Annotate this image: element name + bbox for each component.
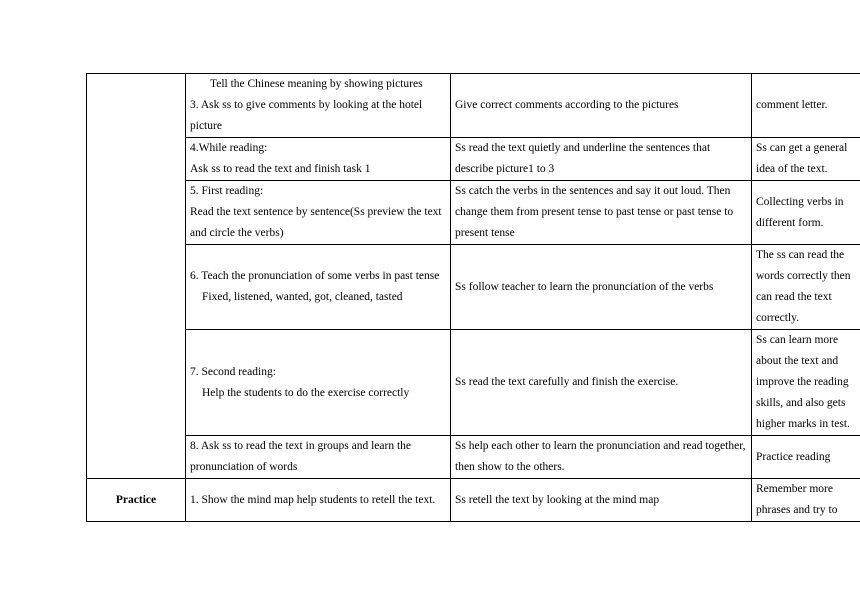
lesson-plan-table [86,73,860,479]
purpose-cell: Remember more phrases and try to [752,479,860,522]
teacher-activity-line: 6. Teach the pronunciation of some verbs in past tense [190,270,440,282]
table-row [87,436,860,479]
student-activity-cell: Ss follow teacher to learn the pronunciation of the verbs [451,245,752,330]
table-row [87,330,860,436]
stage-cell-practice: Practice [87,479,186,522]
teacher-activity-line: Ask ss to read the text and finish task 1 [190,163,371,175]
teacher-activity-cell [186,74,451,138]
student-activity-cell: Ss read the text quietly and underline the sentences that describe picture1 to 3 [451,138,752,181]
teacher-activity-line: 4.While reading: [190,142,268,154]
purpose-cell: Ss can get a general idea of the text. [752,138,860,181]
teacher-activity-line: 1. Show the mind map help students to retell the text. [190,493,436,506]
teacher-activity-line: 5. First reading: [190,185,264,197]
teacher-activity-cell [186,479,451,522]
purpose-cell: Ss can learn more about the text and improve the reading skills, and also gets higher marks in test. [752,330,860,436]
teacher-activity-cell [186,181,451,245]
teacher-activity-line: Fixed, listened, wanted, got, cleaned, tasted [202,291,403,303]
teacher-activity-line: Help the students to do the exercise correctly [202,386,410,399]
table-row [87,479,860,522]
teacher-activity-line: 7. Second reading: [190,365,276,378]
student-activity-cell: Ss help each other to learn the pronunciation and read together, then show to the others. [451,436,752,479]
purpose-cell: Practice reading [752,436,860,479]
teacher-activity-line: Read the text sentence by sentence(Ss preview the text and circle the verbs) [190,206,442,239]
purpose-cell: The ss can read the words correctly then can read the text correctly. [752,245,860,330]
teacher-activity-line: 3. Ask ss to give comments by looking at the hotel picture [190,99,423,132]
teacher-activity-line: Tell the Chinese meaning by showing pictures [210,78,423,90]
teacher-activity-cell [186,245,451,330]
lesson-plan-table-practice [86,478,860,522]
purpose-cell: Collecting verbs in different form. [752,181,860,245]
student-activity-cell: Ss retell the text by looking at the mind map [451,479,752,522]
table-row [87,138,860,181]
teacher-activity-cell [186,436,451,479]
table-row [87,74,860,138]
teacher-activity-cell [186,330,451,436]
teacher-activity-cell [186,138,451,181]
table-row [87,181,860,245]
purpose-cell: comment letter. [752,74,860,138]
student-activity-cell: Ss catch the verbs in the sentences and say it out loud. Then change them from present tense to past tense or past tense to present tense [451,181,752,245]
table-row [87,245,860,330]
student-activity-cell: Ss read the text carefully and finish the exercise. [451,330,752,436]
teacher-activity-line: 8. Ask ss to read the text in groups and learn the pronunciation of words [190,440,412,473]
student-activity-cell: Give correct comments according to the pictures [451,74,752,138]
stage-cell-empty [87,74,186,479]
